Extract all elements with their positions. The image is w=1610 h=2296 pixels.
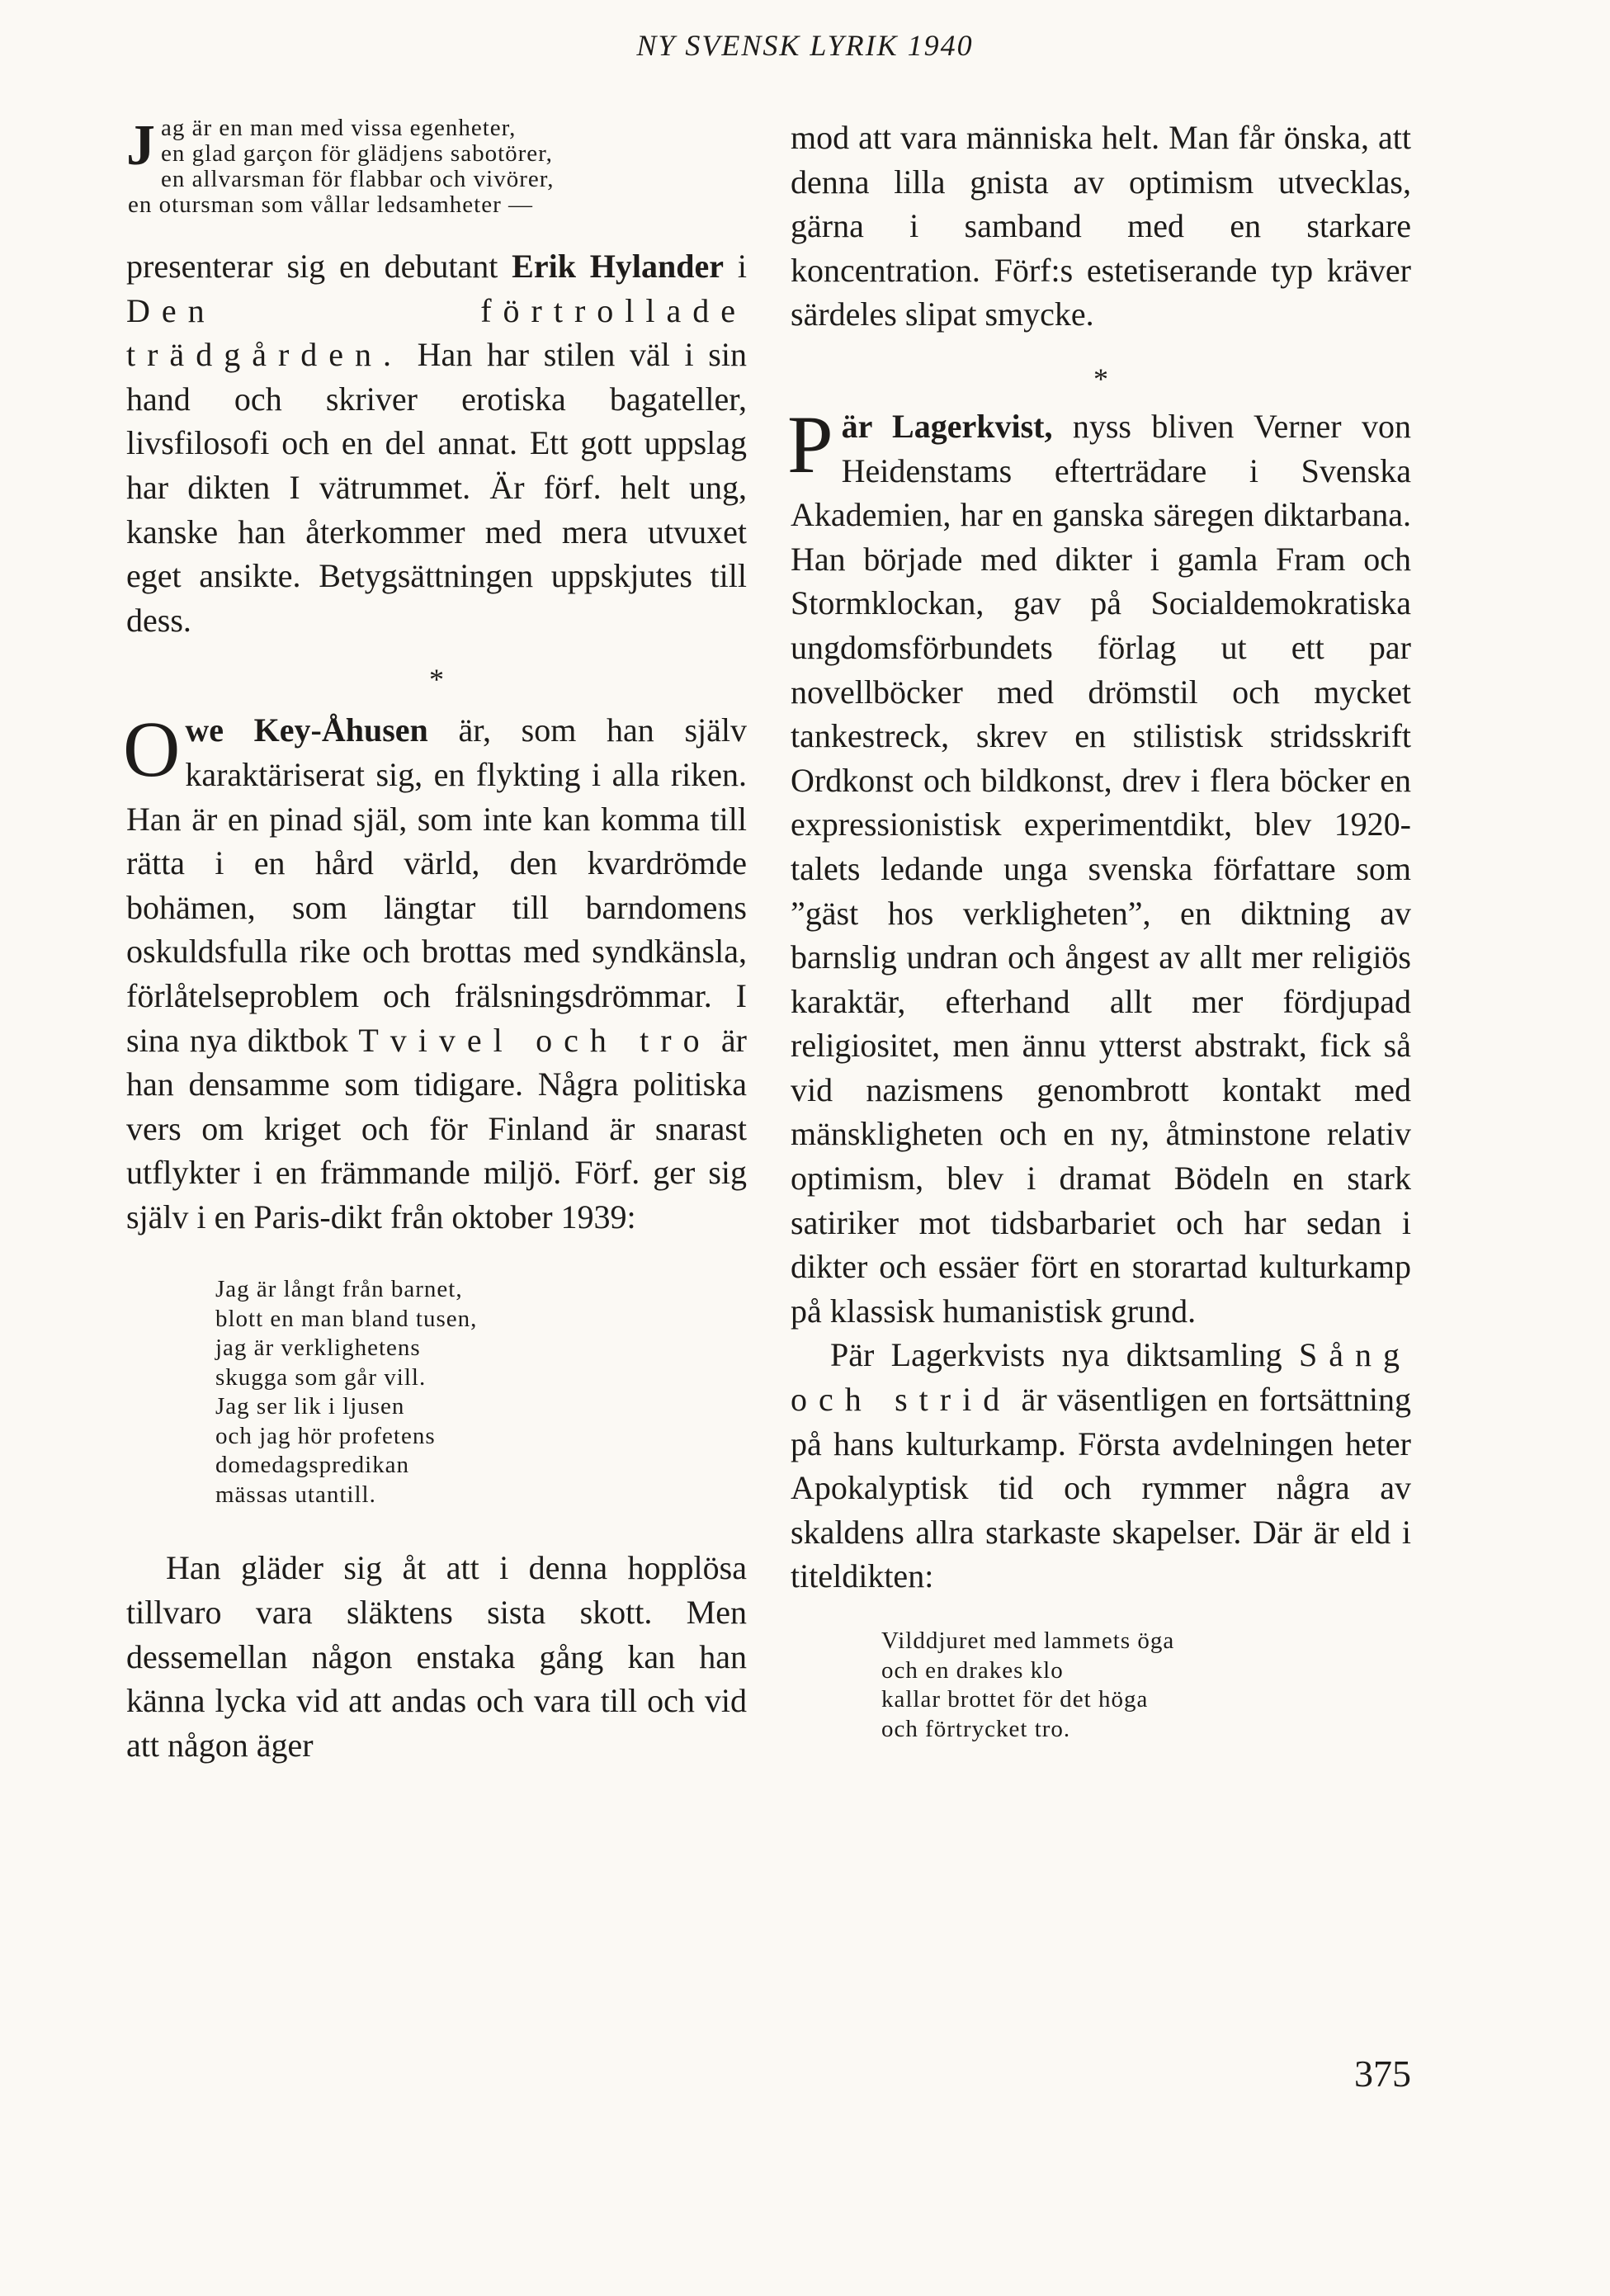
right-column (787, 116, 1412, 1744)
author-name: är Lagerkvist, (841, 407, 1053, 445)
text: nyss bliven Verner von Heidenstams efterträdare i Svenska Akademien, har en ganska säregen diktarbana. Han började med dikter i gamla Fram och Stormklockan, gav på Socialdemokratiska ungdomsförbundets förlag ut ett par novellböcker med drömstil och mycket tankestreck, skrev en stilistisk stridsskrift Ordkonst och bildkonst, drev i flera böcker en expressionistisk experimentdikt, blev 1920-talets ledande unga svenska författare som ”gäst hos verkligheten”, en diktning av barnslig undran och ångest av allt mer religiös karaktär, efterhand allt mer fördjupad religiositet, men ännu ytterst abstrakt, fick så vid nazismens genombrott kontakt med mänskligheten och en ny, åtminstone relativ optimism, blev i dramat Bödeln en stark satiriker mot tidsbarbariet och har sedan i dikter och essäer fört en storartad kulturkamp på klassisk humanistisk grund. (791, 407, 1412, 1330)
verse-line: Vilddjuret med lammets öga (881, 1628, 1175, 1654)
text: är han densamme som tidigare. Några politiska vers om kriget och för Finland är snarast utflykter i en främmande miljö. Förf. ger sig själv i en Paris-dikt från oktober 1939: (126, 1021, 747, 1235)
text: är, som han själv karaktäriserat sig, en flykting i alla riken. Han är en pinad själ, som inte kan komma till rätta i en hård värld, den kvardrömde bohämen, som längtar till barndomens oskuldsfulla rike och brottas med syndkänsla, förlåtelseproblem och frälsningsdrömmar. I sina nya diktbok (126, 711, 747, 1059)
verse-line: blott en man bland tusen, (215, 1305, 478, 1332)
verse-line: jag är verklighetens (215, 1335, 421, 1362)
text: Han har stilen väl i sin hand och skriver erotiska bagateller, livsfilosofi och en del annat. Ett gott uppslag har dikten I vätrummet. Är förf. helt ung, kanske han återkommer med mera utvuxet eget ansikte. Betygsättningen uppskjutes till dess. (126, 336, 747, 639)
verse-line: och jag hör profetens (215, 1422, 436, 1449)
book-title: Sång och strid (791, 1336, 1411, 1419)
verse-line: Jag är långt från barnet, (215, 1276, 463, 1303)
dropcap-o: O (123, 705, 181, 794)
running-head: NY SVENSK LYRIK 1940 (636, 29, 974, 62)
left-column (123, 114, 747, 1767)
text: presenterar sig en debutant (126, 248, 512, 285)
opening-verse (128, 116, 747, 218)
author-name: we Key-Åhusen (185, 711, 428, 749)
lagerkvist-paragraph (787, 398, 1412, 1333)
dropcap-j: J (126, 114, 156, 177)
page-number: 375 (1354, 2053, 1411, 2095)
continuation-paragraph: mod att vara människa helt. Man får önska, att denna lilla gnista av optimism utvecklas, gärna i samband med en starkare koncentration. Förf:s estetiserande typ kräver särdeles slipat smycke. (791, 119, 1411, 333)
section-divider: * (429, 663, 444, 697)
text: i (724, 248, 747, 285)
verse-line: domedagspredikan (215, 1452, 410, 1479)
text: Pär Lagerkvists nya diktsamling (830, 1336, 1299, 1374)
section-divider: * (1093, 361, 1108, 395)
book-title: Den förtrollade trädgården. (126, 291, 747, 374)
title-poem (881, 1627, 1411, 1744)
verse-line: en allvarsman för flabbar och vivörer, (161, 166, 555, 192)
paris-poem (215, 1275, 747, 1509)
verse-line: en otursman som vållar ledsamheter — (128, 191, 534, 218)
verse-line: och förtrycket tro. (881, 1715, 1071, 1742)
verse-line: en glad garçon för glädjens sabotörer, (161, 140, 553, 167)
verse-line: kallar brottet för det höga (881, 1686, 1149, 1713)
verse-line: mässas utantill. (215, 1481, 376, 1508)
book-title: Tvivel och tro (358, 1021, 711, 1059)
key-ahusen-paragraph (123, 705, 747, 1239)
verse-line: Jag ser lik i ljusen (215, 1393, 405, 1420)
verse-line: och en drakes klo (881, 1656, 1064, 1684)
author-name: Erik Hylander (512, 248, 725, 285)
closing-paragraph: Han gläder sig åt att i denna hopplösa tillvaro vara släktens sista skott. Men dessemellan någon enstaka gång kan han känna lycka vid att andas och vara till och vid att någon äger (126, 1549, 747, 1764)
hylander-paragraph (126, 244, 747, 642)
dropcap-p: P (787, 398, 833, 490)
sang-och-strid-paragraph (791, 1333, 1411, 1599)
verse-line: ag är en man med vissa egenheter, (161, 115, 517, 141)
text: är väsentligen en fortsättning på hans kulturkamp. Första avdelningen heter Apokalyptisk tid och rymmer några av skaldens allra starkaste skapelser. Där är eld i titeldikten: (791, 1381, 1411, 1595)
verse-line: skugga som går vill. (215, 1363, 427, 1391)
